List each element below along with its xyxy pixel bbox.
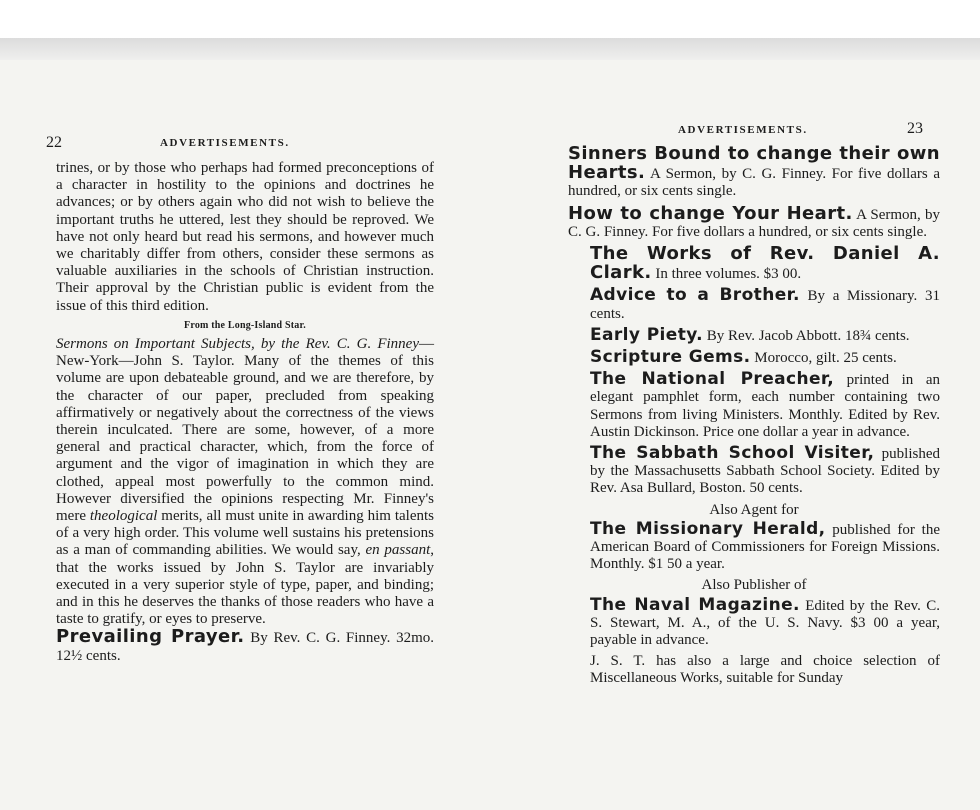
- ad-title: Sinners Bound to change their own Hearts.: [568, 143, 940, 184]
- left-page-header: [40, 120, 450, 151]
- closing-paragraph: J. S. T. has also a large and choice selection of Miscellaneous Works, suitable for Sunday: [590, 653, 940, 687]
- paragraph-testimonial: trines, or by those who perhaps had formed preconceptions of a character in hostility to the opinions and doctrines he advances; or by others again who did not wish to believe the important truths he uttered, lest they should be reproved. We have not only heard but read his sermons, and however much we charitably differ from others, consider these sermons as valuable auxiliaries in the schools of Christian instruction. Their approval by the Christian public is evident from the issue of this third edition.: [56, 160, 434, 314]
- page-number: 23: [907, 120, 923, 137]
- review-emphasis-en-passant: en passant: [365, 542, 431, 559]
- ad-entry: [568, 371, 940, 441]
- ad-entry: [568, 145, 940, 201]
- right-page-header: [560, 120, 950, 140]
- ad-text: A Sermon, by C. G. Finney. For five dollars a hundred, or six cents single.: [568, 166, 940, 200]
- ad-title: Early Piety.: [590, 324, 704, 345]
- right-page-body: [568, 145, 940, 692]
- ad-text: Edited by the Rev. C. S. Stewart, M. A., of the U. S. Navy. $3 00 a year, payable in advance.: [590, 597, 940, 649]
- ad-text: Morocco, gilt. 25 cents.: [750, 350, 897, 367]
- review-emphasis-theological: theological: [89, 508, 158, 525]
- running-header: ADVERTISEMENTS.: [678, 124, 808, 136]
- ad-title: The National Preacher,: [590, 369, 835, 390]
- left-page-body: [56, 160, 434, 665]
- review-title: Sermons on Important Subjects, by the Rev. C. G. Finney: [56, 336, 419, 353]
- ad-prevailing-prayer: [56, 628, 434, 664]
- ad-title: Advice to a Brother.: [590, 285, 800, 306]
- ad-text: A Sermon, by C. G. Finney. For five dollars a hundred, or six cents single.: [568, 206, 941, 240]
- ad-entry: [568, 349, 940, 367]
- ad-entry: [568, 324, 940, 345]
- source-line: From the Long-Island Star.: [184, 319, 306, 331]
- ad-entry: [568, 445, 940, 498]
- ad-entry-naval-magazine: [568, 594, 940, 650]
- ad-entry: [568, 287, 940, 322]
- ad-entry: [568, 202, 941, 241]
- agent-line: Also Agent for: [709, 501, 799, 518]
- ad-text: By a Missionary. 31 cents.: [590, 288, 940, 322]
- ad-entry: [568, 245, 940, 283]
- review-text-1: Many of the themes of this volume are upon debateable ground, and we are therefore, by the character of our paper, precluded from speaking affirmatively or negatively about the correctness of the views therein inculcated. There are some, however, of a more general and practical character, which, from the force of argument and the vigor of imagination in which they are clothed, appeal most powerfully to the common mind. However diversified the opinions respecting Mr. Finney's mere: [56, 353, 434, 525]
- ad-entry-missionary-herald: [568, 518, 940, 574]
- ad-title: How to change Your Heart.: [568, 202, 853, 224]
- ad-text: printed in an elegant pamphlet form, each number containing two Sermons from living Ministers. Monthly. Edited by Rev. Austin Dickinson. Price one dollar a year in advance.: [590, 372, 940, 440]
- review-paragraph: [56, 336, 434, 628]
- review-publisher: —New-York—John S. Taylor.: [56, 336, 434, 370]
- ad-title: Prevailing Prayer.: [56, 626, 245, 648]
- review-text-2: merits, all must unite in awarding him talents of a very high order. This volume well sustains his pretensions as a man of commanding abilities. We would say,: [56, 508, 434, 559]
- ad-title: The Missionary Herald,: [590, 518, 826, 539]
- ad-title: The Naval Magazine.: [590, 594, 800, 615]
- left-page: [40, 0, 450, 810]
- ad-text: In three volumes. $3 00.: [651, 266, 802, 283]
- page-number: 22: [46, 134, 62, 151]
- running-header: ADVERTISEMENTS.: [160, 137, 290, 149]
- ad-title: The Works of Rev. Daniel A. Clark.: [590, 243, 940, 284]
- right-page: [560, 0, 950, 810]
- publisher-line: Also Publisher of: [701, 577, 807, 594]
- ad-text: By Rev. C. G. Finney. 32mo. 12½ cents.: [56, 630, 434, 664]
- ad-title: Scripture Gems.: [590, 347, 751, 368]
- ad-text: published by the Massachusetts Sabbath School Society. Edited by Rev. Asa Bullard, Boston. 50 cents.: [590, 446, 940, 497]
- review-text-3: , that the works issued by John S. Taylor are invariably executed in a very superior style of type, paper, and binding; and in this he deserves the thanks of those readers who have a taste to gratify, or eyes to preserve.: [56, 542, 434, 628]
- ad-title: The Sabbath School Visiter,: [590, 443, 875, 464]
- ad-text: By Rev. Jacob Abbott. 18¾ cents.: [703, 327, 910, 344]
- ad-text: published for the American Board of Commissioners for Foreign Missions. Monthly. $1 50 a year.: [590, 521, 940, 573]
